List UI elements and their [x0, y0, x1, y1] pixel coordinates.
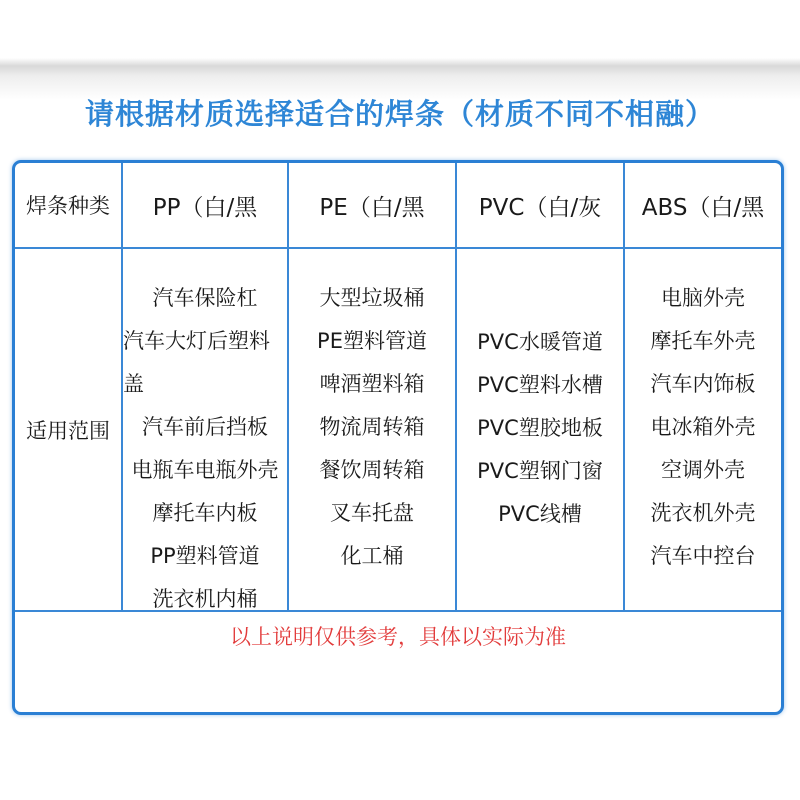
column-header-pp: PP（白/黑 [152, 194, 258, 221]
page-title: 请根据材质选择适合的焊条（材质不同不相融） [84, 97, 715, 131]
list-item: 叉车托盘 [330, 501, 414, 525]
list-item: 大型垃圾桶 [319, 286, 425, 310]
list-item: 啤酒塑料箱 [319, 372, 425, 396]
list-item: PVC塑钢门窗 [477, 459, 603, 483]
list-item: 化工桶 [340, 544, 404, 568]
list-item: PVC水暖管道 [477, 330, 603, 354]
list-item: PVC线槽 [498, 502, 582, 526]
abs-applications-list [625, 277, 781, 578]
list-item: PVC塑胶地板 [477, 416, 603, 440]
list-item: PE塑料管道 [317, 329, 427, 353]
list-item: 汽车前后挡板 [142, 415, 268, 439]
pp-applications-list [123, 277, 287, 621]
row-header-rod-type: 焊条种类 [26, 194, 110, 218]
column-header-abs: ABS（白/黑 [641, 194, 765, 221]
list-item: 物流周转箱 [319, 415, 425, 439]
list-item: 电冰箱外壳 [650, 415, 756, 439]
list-item: 摩托车外壳 [650, 329, 756, 353]
list-item: 电瓶车电瓶外壳 [131, 458, 279, 482]
list-item: 电脑外壳 [661, 286, 745, 310]
row-divider [15, 247, 781, 249]
list-item: 洗衣机外壳 [650, 501, 756, 525]
disclaimer-note: 以上说明仅供参考，具体以实际为准 [230, 625, 566, 649]
list-item: 洗衣机内桶 [152, 587, 258, 611]
list-item: 汽车大灯后塑料盖 [123, 329, 270, 396]
column-header-pvc: PVC（白/灰 [478, 194, 602, 221]
row-header-application-scope: 适用范围 [26, 418, 110, 443]
column-header-pe: PE（白/黑 [319, 194, 425, 221]
top-shadow-band [0, 0, 800, 100]
list-item: 汽车中控台 [650, 544, 756, 568]
list-item: 汽车内饰板 [650, 372, 756, 396]
welding-rod-table [12, 160, 784, 715]
pvc-applications-list [457, 321, 623, 536]
list-item: 空调外壳 [661, 458, 745, 482]
list-item: 摩托车内板 [152, 501, 258, 525]
list-item: PVC塑料水槽 [477, 373, 603, 397]
list-item: 餐饮周转箱 [319, 458, 425, 482]
pe-applications-list [289, 277, 455, 578]
list-item: PP塑料管道 [150, 544, 260, 568]
list-item: 汽车保险杠 [152, 286, 258, 310]
